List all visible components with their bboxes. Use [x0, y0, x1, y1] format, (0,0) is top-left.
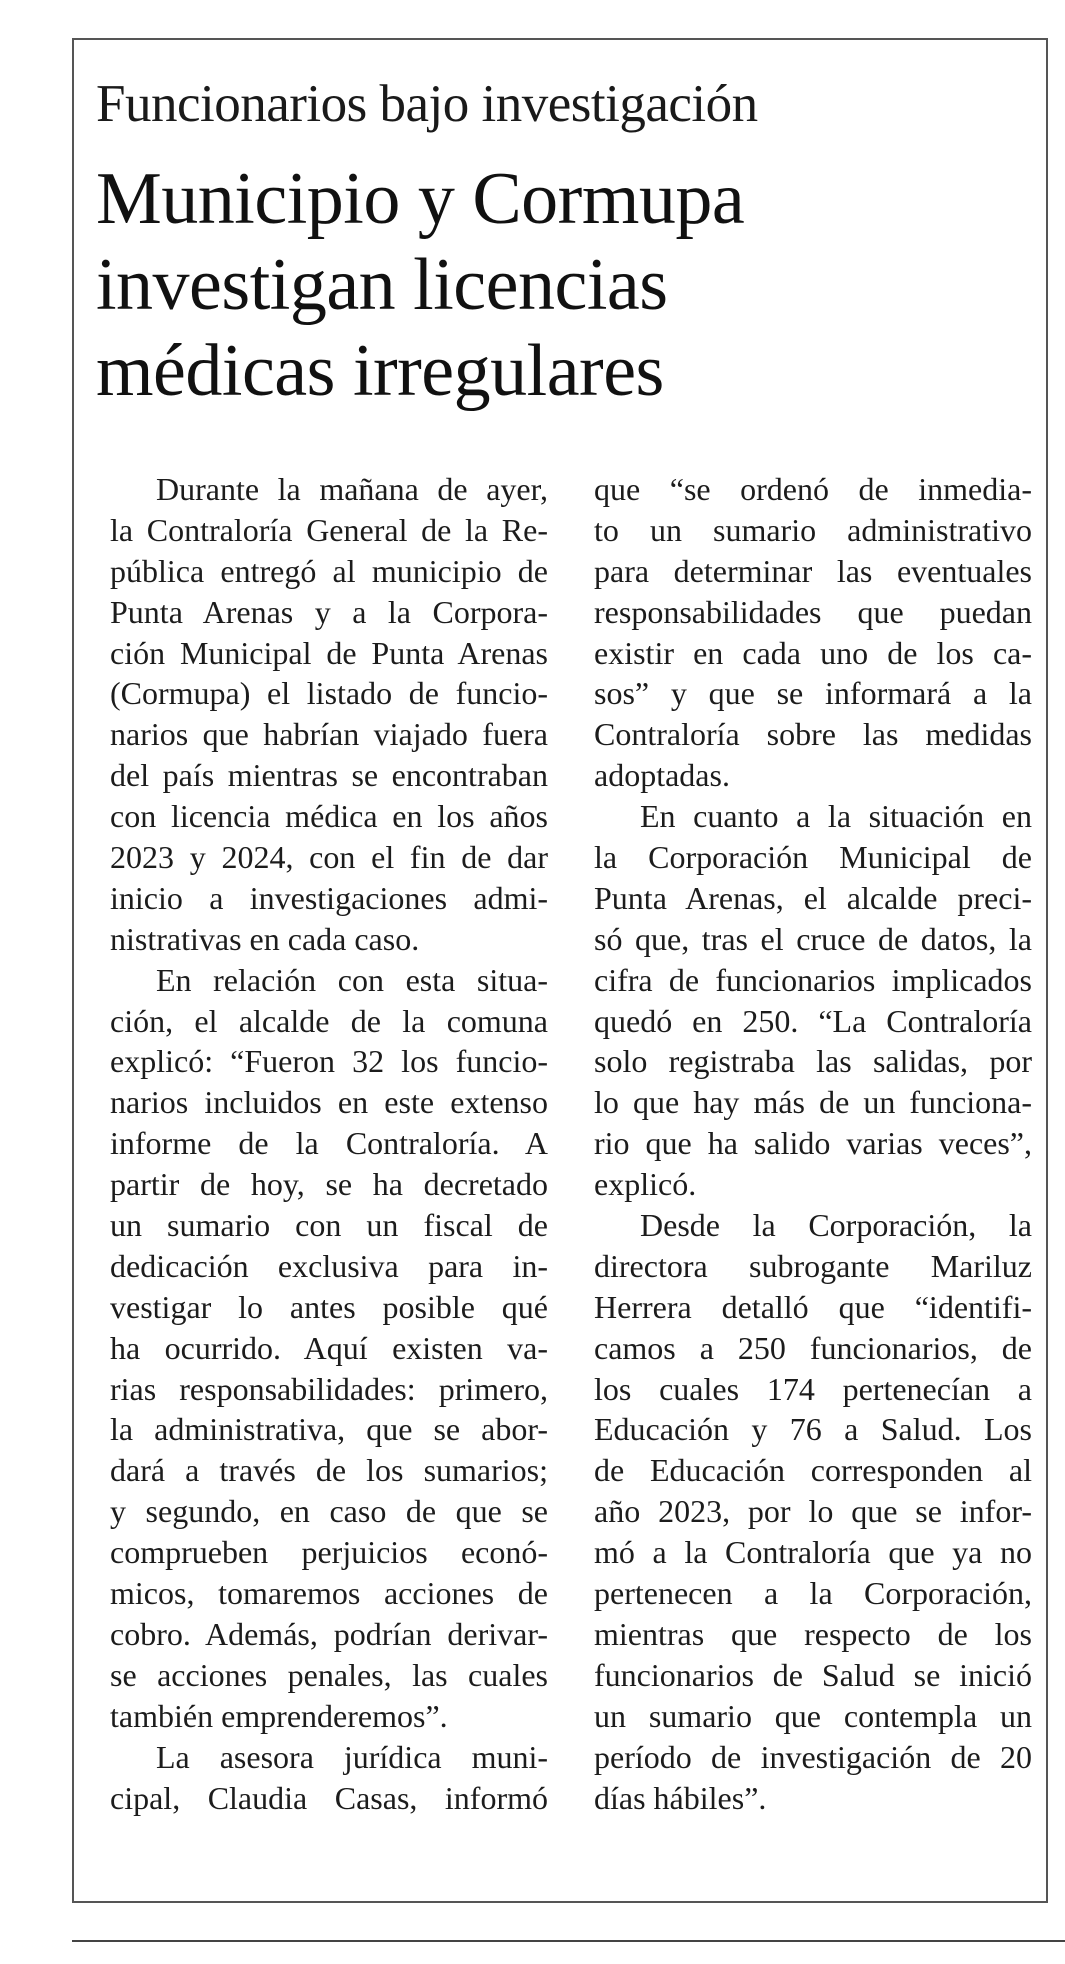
body-line: nistrativas en cada caso. — [110, 920, 420, 957]
body-line: mientras que respecto de los — [594, 1615, 1032, 1652]
body-line: Contraloría sobre las medidas — [594, 716, 1032, 753]
body-line: se acciones penales, las cuales — [110, 1656, 548, 1693]
body-line: pertenecen a la Corporación, — [594, 1575, 1032, 1612]
body-line: (Cormupa) el listado de funcio- — [110, 675, 548, 712]
article-column-right — [594, 469, 1032, 1818]
body-line: camos a 250 funcionarios, de — [594, 1329, 1032, 1366]
article-column-left — [110, 469, 548, 1818]
body-line: só que, tras el cruce de datos, la — [594, 920, 1032, 957]
body-line: narios incluidos en este extenso — [110, 1084, 548, 1121]
body-line: cobro. Además, podrían derivar- — [110, 1615, 548, 1652]
body-line: En relación con esta situa- — [156, 961, 548, 998]
body-line: comprueben perjuicios econó- — [110, 1534, 548, 1571]
body-line: Desde la Corporación, la — [640, 1207, 1032, 1244]
headline-line: médicas irregulares — [96, 330, 664, 412]
body-line: responsabilidades que puedan — [594, 593, 1032, 630]
body-line: un sumario con un fiscal de — [110, 1207, 548, 1244]
body-line: ción, el alcalde de la comuna — [110, 1002, 548, 1039]
body-line: En cuanto a la situación en — [640, 798, 1032, 835]
body-line: rio que ha salido varias veces”, — [594, 1125, 1032, 1162]
body-line: narios que habrían viajado fuera — [110, 716, 548, 753]
article-headline — [96, 156, 1026, 414]
body-line: dedicación exclusiva para in- — [110, 1247, 548, 1284]
body-line: ción Municipal de Punta Arenas — [110, 634, 548, 671]
body-line: mó a la Contraloría que ya no — [594, 1534, 1032, 1571]
body-line: explicó. — [594, 1166, 697, 1203]
body-line: Herrera detalló que “identifi- — [594, 1288, 1032, 1325]
bottom-rule — [72, 1940, 1065, 1942]
body-line: directora subrogante Mariluz — [594, 1247, 1032, 1284]
body-line: vestigar lo antes posible qué — [110, 1288, 548, 1325]
body-line: y segundo, en caso de que se — [110, 1493, 548, 1530]
body-line: explicó: “Fueron 32 los funcio- — [110, 1043, 548, 1080]
body-line: los cuales 174 pertenecían a — [594, 1370, 1032, 1407]
article-kicker: Funcionarios bajo investigación — [96, 75, 758, 133]
body-line: también emprenderemos”. — [110, 1697, 448, 1734]
body-line: de Educación corresponden al — [594, 1452, 1032, 1489]
body-line: días hábiles”. — [594, 1779, 767, 1816]
body-line: Durante la mañana de ayer, — [156, 471, 548, 507]
body-line: la Corporación Municipal de — [594, 839, 1032, 876]
body-line: 2023 y 2024, con el fin de dar — [110, 839, 548, 876]
body-line: período de investigación de 20 — [594, 1738, 1032, 1775]
body-line: Punta Arenas, el alcalde preci- — [594, 879, 1032, 916]
body-line: adoptadas. — [594, 757, 730, 794]
body-line: sos” y que se informará a la — [594, 675, 1032, 712]
body-line: que “se ordenó de inmedia- — [594, 471, 1032, 507]
body-line: rias responsabilidades: primero, — [110, 1370, 548, 1407]
body-line: informe de la Contraloría. A — [110, 1125, 548, 1162]
body-line: funcionarios de Salud se inició — [594, 1656, 1032, 1693]
body-line: partir de hoy, se ha decretado — [110, 1166, 548, 1203]
body-line: dará a través de los sumarios; — [110, 1452, 548, 1489]
body-line: to un sumario administrativo — [594, 511, 1032, 548]
body-line: Educación y 76 a Salud. Los — [594, 1411, 1032, 1448]
body-line: un sumario que contempla un — [594, 1697, 1032, 1734]
body-line: lo que hay más de un funciona- — [594, 1084, 1032, 1121]
headline-line: Municipio y Cormupa — [96, 158, 745, 240]
body-line: con licencia médica en los años — [110, 798, 548, 835]
body-line: La asesora jurídica muni- — [156, 1738, 548, 1775]
body-line: ha ocurrido. Aquí existen va- — [110, 1329, 548, 1366]
body-line: solo registraba las salidas, por — [594, 1043, 1032, 1080]
body-line: la Contraloría General de la Re- — [110, 511, 548, 548]
body-line: del país mientras se encontraban — [110, 757, 548, 794]
body-line: la administrativa, que se abor- — [110, 1411, 548, 1448]
body-line: cipal, Claudia Casas, informó — [110, 1779, 548, 1816]
body-line: para determinar las eventuales — [594, 552, 1032, 589]
body-line: cifra de funcionarios implicados — [594, 961, 1032, 998]
body-line: inicio a investigaciones admi- — [110, 879, 548, 916]
body-line: Punta Arenas y a la Corpora- — [110, 593, 548, 630]
body-line: micos, tomaremos acciones de — [110, 1575, 548, 1612]
body-line: año 2023, por lo que se infor- — [594, 1493, 1032, 1530]
body-line: existir en cada uno de los ca- — [594, 634, 1032, 671]
body-line: quedó en 250. “La Contraloría — [594, 1002, 1032, 1039]
headline-line: investigan licencias — [96, 244, 668, 326]
body-line: pública entregó al municipio de — [110, 552, 548, 589]
